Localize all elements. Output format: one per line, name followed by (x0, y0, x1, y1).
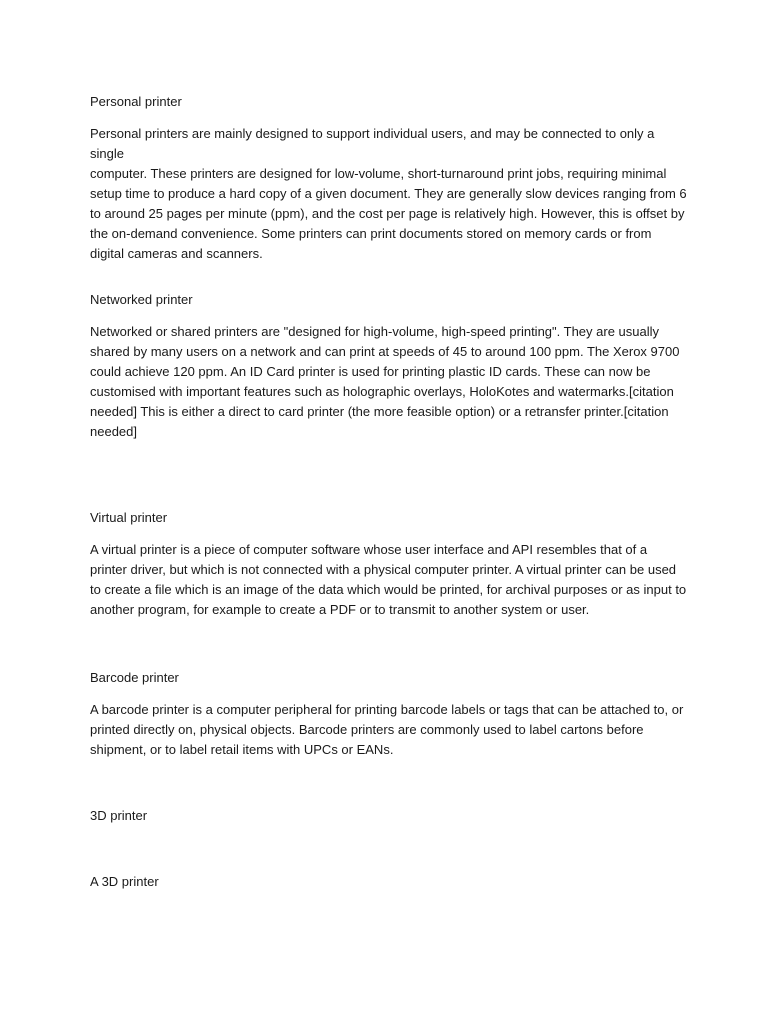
section-paragraph: Personal printers are mainly designed to support individual users, and may be connected to only a single computer. These printers are designed for low-volume, short-turnaround print jobs, requiring minimal setup time to produce a hard copy of a given document. They are generally slow devices ranging from 6 to around 25 pages per minute (ppm), and the cost per page is relatively high. However, this is offset by the on-demand convenience. Some printers can print documents stored on memory cards or from digital cameras and scanners. (90, 126, 687, 261)
section-networked-printer (90, 290, 690, 442)
section-personal-printer (90, 92, 690, 264)
section-paragraph: A 3D printer (90, 874, 159, 889)
section-heading: 3D printer (90, 808, 148, 823)
section-paragraph: A barcode printer is a computer peripheral for printing barcode labels or tags that can be attached to, or printed directly on, physical objects. Barcode printers are commonly used to label cartons before shipment, or to label retail items with UPCs or EANs. (90, 702, 684, 757)
section-3d-printer-body (90, 872, 690, 892)
section-heading: Barcode printer (90, 670, 179, 685)
section-barcode-printer (90, 668, 690, 760)
section-paragraph: Networked or shared printers are "designed for high-volume, high-speed printing". They are usually shared by many users on a network and can print at speeds of 45 to around 100 ppm. The Xerox 9700 could achieve 120 ppm. An ID Card printer is used for printing plastic ID cards. These can now be customised with important features such as holographic overlays, HoloKotes and watermarks.[citation needed] This is either a direct to card printer (the more feasible option) or a retransfer printer.[citation needed] (90, 324, 680, 439)
section-virtual-printer (90, 508, 690, 620)
section-paragraph: A virtual printer is a piece of computer software whose user interface and API resembles that of a printer driver, but which is not connected with a physical computer printer. A virtual printer can be used to create a file which is an image of the data which would be printed, for archival purposes or as input to another program, for example to create a PDF or to transmit to another system or user. (90, 542, 687, 617)
section-heading: Personal printer (90, 94, 182, 109)
section-3d-printer (90, 806, 690, 826)
section-heading: Virtual printer (90, 510, 168, 525)
section-heading: Networked printer (90, 292, 193, 307)
